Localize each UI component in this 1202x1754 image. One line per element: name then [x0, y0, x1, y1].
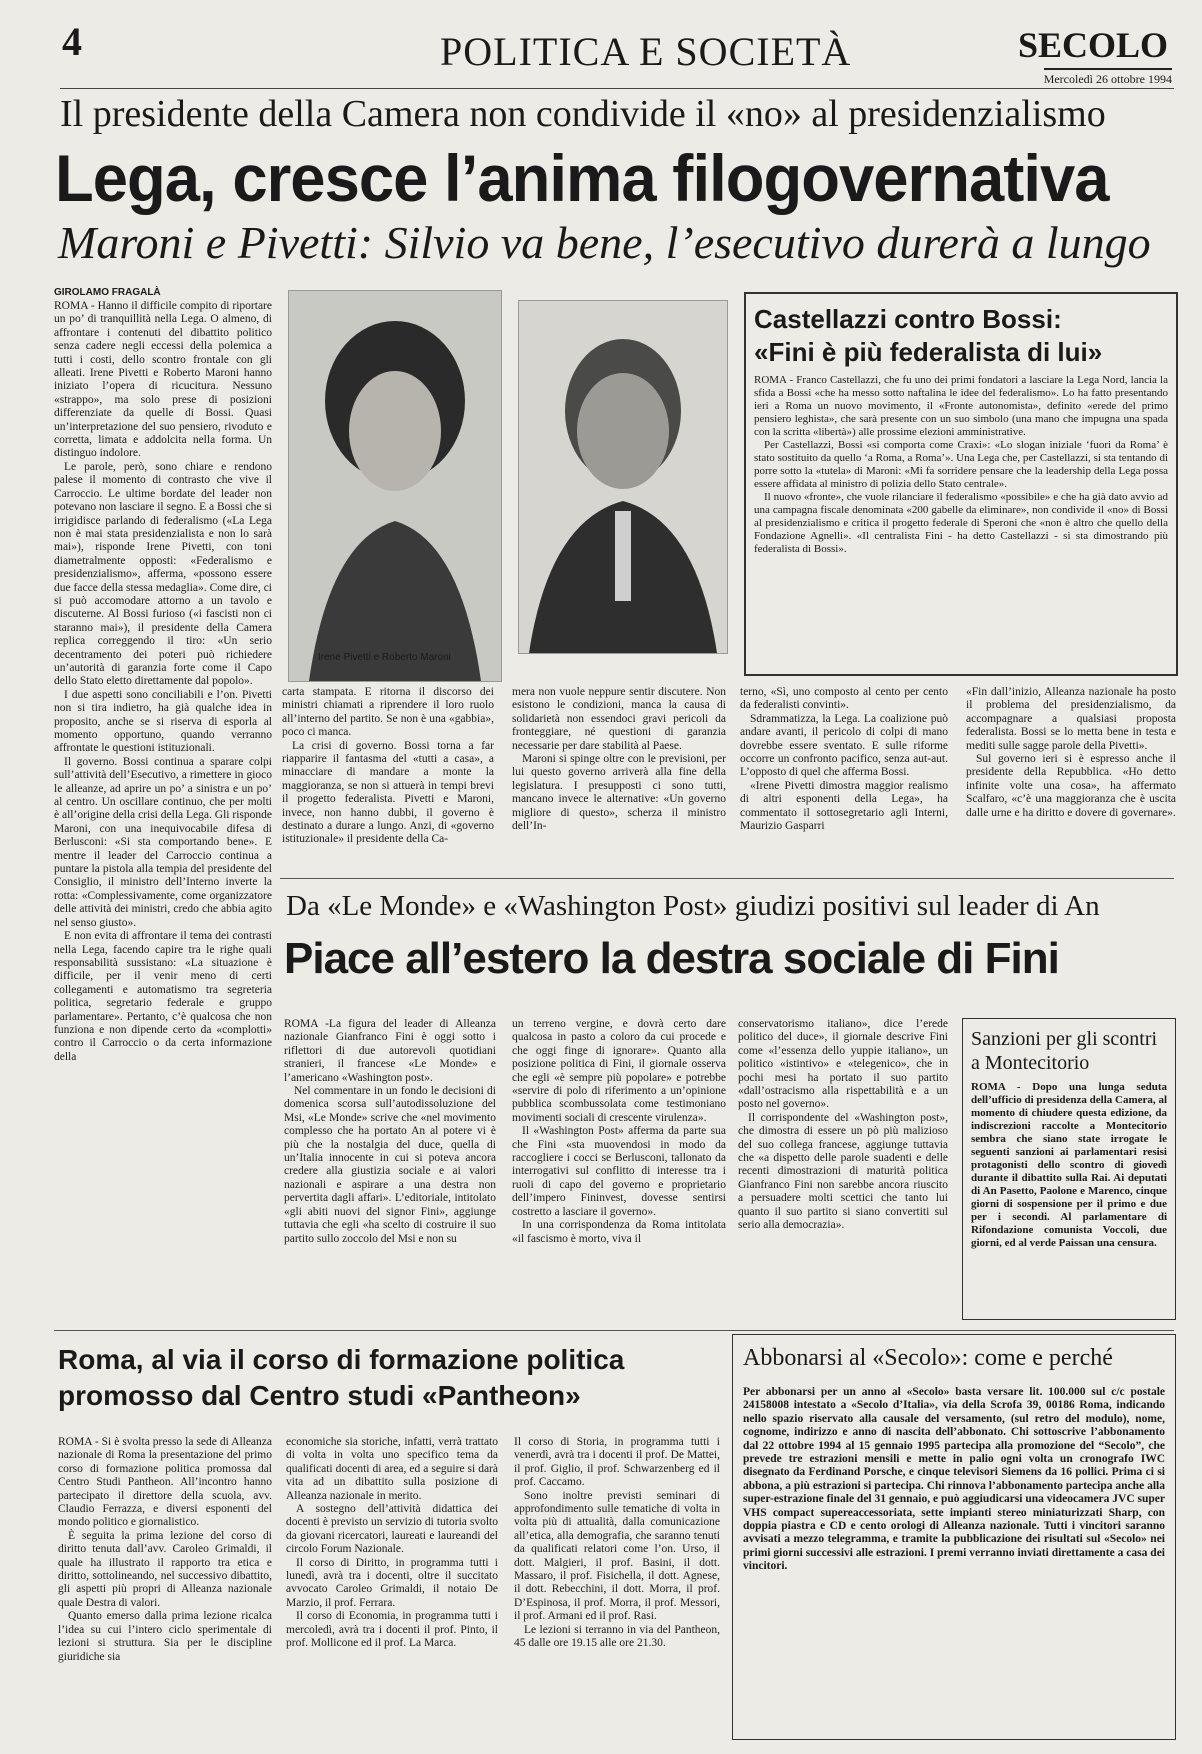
sidebar-abbonarsi: [732, 1334, 1176, 1740]
sidebar-body: ROMA - Dopo una lunga seduta dell’ufficio di presidenza della Camera, al momento di chiudere questa edizione, da indiscrezioni raccolte a Montecitorio sembra che siano state irrogate le seguenti sanzioni ai parlamentari resisi protagonisti dello scontro di giovedì durante il dibattito sulla Rai. Ai deputati di An Pasetto, Paolone e Marenco, cinque giorni di sospensione per il primo e due per i secondi. Al parlamentare di Rifondazione comunista Voccoli, due giorni, ed al verde Paissan una censura.: [971, 1081, 1167, 1249]
paragraph: Il corso di Economia, in programma tutti i mercoledì, avrà tra i docenti il prof. Pinto, il prof. Mollicone ed il prof. La Marca.: [286, 1610, 498, 1650]
sidebar-title: Abbonarsi al «Secolo»: come e perché: [743, 1345, 1113, 1371]
second-column-3: [738, 1018, 948, 1320]
paragraph: Il «Washington Post» afferma da parte sua che Fini «sta muovendosi in modo da raccogliere i cocci se Berlusconi, tallonato da interrogativi sul conflitto di interesse tra i ruoli di capo del governo e proprietario dell’impero Fininvest, dovesse sentirsi costretto a lasciare il governo».: [512, 1125, 726, 1218]
section-divider: [280, 878, 1174, 879]
third-column-2: [286, 1436, 498, 1736]
paragraph: Le parole, però, sono chiare e rendono palese il momento di contrasto che vive il Carroccio. Le ultime bordate del leader non potevano non lasciare il segno. E a Bossi che si irrigidisce parlando di federalismo («La Lega non è mai stata presidenzialista e non lo sarà mai»), risponde Irene Pivetti, con toni diametralmente opposti: «Federalismo e presidenzialismo», afferma, «possono essere due facce della stessa medaglia». Come dire, ci si può accomodare attorno a un tavolo e discuterne. Al Bossi furioso («i fascisti non ci staranno mai»), il presidente della Camera replica correggendo il tiro: «Un serio decentramento dei poteri può richiedere un’autorità di garanzia forte come il Capo dello Stato eletto direttamente dal popolo».: [54, 460, 272, 688]
paragraph: Maroni si spinge oltre con le previsioni, per lui questo governo arriverà alla fine della legislatura. I presupposti ci sono tutti, mancano invece le alternative: «Un governo migliore di questo», scherza il ministro dell’In-: [512, 753, 726, 833]
second-kicker: Da «Le Monde» e «Washington Post» giudizi positivi sul leader di An: [286, 890, 1100, 922]
paragraph: I due aspetti sono conciliabili e l’on. Pivetti non si tira indietro, ha già qualche idea in proposito, anche se si riserva di esporla al momento opportuno, quando verranno affrontate le questioni istituzionali.: [54, 688, 272, 755]
main-headline: Lega, cresce l’anima filogovernativa: [55, 141, 1109, 215]
paragraph: un terreno vergine, e dovrà certo dare qualcosa in pasto a coloro da cui procede e che oggi finge di ignorare». Quanto alla posizione politica di Fini, il giornale osserva che egli «è sempre più popolare» e potrebbe «servire di polo di riferimento a un’opinione pubblica scombussolata come testimoniano movimenti sociali di crescente virulenza».: [512, 1018, 726, 1124]
sidebar-body: Per abbonarsi per un anno al «Secolo» basta versare lit. 100.000 sul c/c postale 24158008 intestato a «Secolo d’Italia», via della Scrofa 39, 00186 Roma, indicando nello spazio riservato alla causale del versamento, (sul retro del modulo), nome, cognome, indirizzo e anno di nascita dell’abbonato. Chi sottoscrive l’abbonamento dal 22 ottobre 1994 al 15 gennaio 1995 partecipa alla promozione del “Secolo”, che prevede tre estrazioni mensili e mette in palio ogni volta un cronografo IWC disegnato da Ferdinand Porsche, e cinque televisori Siemens da 16 pollici. Prima ci si abbona, a più estrazioni si partecipa. Chi rinnova l’abbonamento partecipa anche alla super-estrazione finale del 31 gennaio, e può aggiudicarsi una videocamera JVC super VHS compact supereaccessoriata, sette impianti stereo miniaturizzati Sharp, con doppia piastra e CD e cento orologi di Alleanza nazionale. Tutti i vincitori saranno avvisati a mezzo telegramma, e tramite la pubblicazione dei risultati sul «Secolo» nei primi giorni successivi alle estrazioni. I premi verranno inviati direttamente a casa dei vincitori.: [743, 1386, 1165, 1573]
section-title: POLITICA E SOCIETÀ: [440, 29, 852, 74]
paragraph: Il corso di Diritto, in programma tutti i lunedì, avrà tra i docenti, oltre il succitato avvocato Caroleo Grimaldi, il notaio De Marzio, il prof. Ferrara.: [286, 1556, 498, 1609]
second-column-2: [512, 1018, 726, 1320]
main-subhead: Maroni e Pivetti: Silvio va bene, l’esecutivo durerà a lungo: [58, 217, 1151, 268]
paragraph: Il corso di Storia, in programma tutti i venerdì, avrà tra i docenti il prof. De Mattei, il prof. Giglio, il prof. Schwarzenberg ed il prof. Caccamo.: [514, 1436, 720, 1489]
byline: GIROLAMO FRAGALÀ: [54, 287, 161, 298]
paragraph: Il nuovo «fronte», che vuole rilanciare il federalismo «possibile» e che ha già dato avvio ad una campagna fiscale denominata «200 gabelle da eliminare», non condivide il «no» di Bossi al presidenzialismo e critica il progetto federale di Speroni che «non è altro che quello della Fondazione Agnelli». «Il centralista Fini - ha detto Castellazzi - si sta dimostrando più federalista di Bossi».: [754, 491, 1168, 555]
paragraph: mera non vuole neppure sentir discutere. Non esistono le condizioni, manca la causa di solidarietà non essendoci gravi pericoli da fronteggiare, né questioni di garanzia necessarie per dare stabilità al Paese.: [512, 686, 726, 752]
paragraph: «Irene Pivetti dimostra maggior realismo di altri esponenti della Lega», ha commentato il sottosegretario agli Interni, Maurizio Gasparri: [740, 779, 948, 833]
page-number: 4: [62, 19, 82, 64]
main-column-4: [740, 686, 948, 862]
sidebar-title: Castellazzi contro Bossi:: [754, 304, 1062, 334]
paragraph: terno, «Sì, uno composto al cento per cento da federalisti convinti».: [740, 686, 948, 712]
main-column-1: [54, 300, 272, 1330]
paragraph: economiche sia storiche, infatti, verrà trattato di volta in volta uno specifico tema da qualificati docenti di area, ed a seguire si darà vita ad un dibattito sulla posizione di Alleanza nazionale in merito.: [286, 1436, 498, 1502]
photo-irene-pivetti: [288, 290, 502, 682]
portrait-illustration: [519, 301, 727, 653]
paragraph: Nel commentare in un fondo le decisioni di domenica scorsa sull’autodissoluzione del Msi, «Le Monde» scrive che «nel movimento complesso che ha portato An al potere vi è più che la nostalgia del duce, quella di un’Italia innocente in cui si poteva ancora credere alla giustizia sociale e ai valori nazionali e aspirare a una destra non pervertita dagli affari». L’editoriale, intitolato «gli abiti nuovi del signor Fini», aggiunge tuttavia che egli «ha scelto di costruire il suo partito sullo zoccolo del Msi e non su: [284, 1085, 496, 1245]
main-column-5: [966, 686, 1176, 862]
paragraph: Per Castellazzi, Bossi «si comporta come Craxi»: «Lo slogan iniziale ‘fuori da Roma’ è stato sostituito da quello ‘a Roma, a Roma’». Una Lega che, per Castellazzi, si sta tentando di porre sotto la «tutela» di Maroni: «Mi fa sorridere pensare che la leadership della Lega possa essere affidata al ministro di polizia dello Stato centrale».: [754, 439, 1168, 490]
photo-roberto-maroni: [518, 300, 728, 654]
paragraph: Sul governo ieri si è espresso anche il presidente della Repubblica. «Ho detto infinite volte una cosa», ha affermato Scalfaro, «c’è una maggioranza che è uscita dalle urne e ha diritto e dovere di governare».: [966, 753, 1176, 819]
sidebar-sanzioni: [962, 1018, 1176, 1320]
second-headline: Piace all’estero la destra sociale di Fini: [284, 934, 1059, 983]
paragraph: Il governo. Bossi continua a sparare colpi sull’attività dell’Esecutivo, a rimettere in gioco le alleanze, ad aprire un po’ a sinistra e un po’ al centro. Un oscillare continuo, che per molti è all’origine della crisi della Lega. Gli risponde Maroni, con una inequivocabile difesa di Berlusconi: «Si sta comportando bene». E mentre il leader del Carroccio continua a puntare la pistola alla tempia del presidente del Consiglio, il ministro dell’Interno inverte la rotta: «Complessivamente, come organizzatore delle attività dei ministri, credo che abbia agito nel senso giusto».: [54, 755, 272, 929]
main-kicker: Il presidente della Camera non condivide il «no» al presidenzialismo: [60, 93, 1106, 135]
paragraph: E non evita di affrontare il tema dei contrasti nella Lega, facendo capire tra le righe quali responsabilità sussistano: «La situazione è difficile, per il venir meno di certi collegamenti e automatismo tra segreteria politica, segretario federale e gruppo parlamentare». Pertanto, c’è qualcosa che non funziona e non dipende certo da «complotti» contro il Carroccio o da certa informazione della: [54, 930, 272, 1063]
newspaper-logo: SECOLO: [1017, 25, 1168, 65]
main-column-2: [282, 686, 494, 862]
paragraph: A sostegno dell’attività didattica dei docenti è previsto un servizio di tutoria svolto da giovani ricercatori, laureati e laureandi del circolo Forum Nazionale.: [286, 1503, 498, 1556]
sidebar-body: [754, 374, 1168, 664]
portrait-illustration: [289, 291, 501, 681]
paragraph: Quanto emerso dalla prima lezione ricalca l’idea su cui l’intero ciclo sperimentale di lezioni si struttura. Sia per le discipline giuridiche sia: [58, 1610, 272, 1663]
third-headline: [58, 1342, 624, 1414]
third-column-1: [58, 1436, 272, 1736]
paragraph: Il corrispondente del «Washington post», che dimostra di essere un pò più malizioso del suo collega francese, aggiunge tuttavia che «a dispetto delle parole suadenti e delle recenti dimostrazioni di maturità politica Gianfranco Fini non sarebbe ancora riuscito a persuadere molti scettici che tanto lui quanto il suo partito si siano convertiti sul serio alla democrazia».: [738, 1111, 948, 1232]
paragraph: Sono inoltre previsti seminari di approfondimento sulle tematiche di volta in volta più di attualità, dalla comunicazione all’etica, alla demografia, che saranno tenuti da qualificati relatori come l’on. Urso, il dott. Malgieri, il prof. Basini, il dott. Massaro, il prof. Fisichella, il dott. Agnese, il dott. Rebecchini, il dott. Morra, il prof. D’Espinosa, il prof. Morra, il prof. Messori, il prof. Armani ed il prof. Rasi.: [514, 1489, 720, 1623]
sidebar-title: Sanzioni per gli scontri a Montecitorio: [971, 1028, 1158, 1074]
photo-caption: Irene Pivetti e Roberto Maroni: [318, 652, 451, 663]
paragraph: «Fin dall’inizio, Alleanza nazionale ha posto il problema del presidenzialismo, da accompagnare a qualsiasi proposta federalista. Bossi se lo metta bene in testa e mediti sulle sagge parole della Pivetti».: [966, 686, 1176, 752]
third-headline-line: Roma, al via il corso di formazione politica: [58, 1344, 625, 1375]
main-column-3: [512, 686, 726, 862]
paragraph: ROMA - Franco Castellazzi, che fu uno dei primi fondatori a lasciare la Lega Nord, lancia la sfida a Bossi «che ha messo sotto naftalina le idee del federalismo». Lo ha fatto presentando ieri a Roma un nuovo movimento, il «Fronte autonomista», definito «erede del primo pensiero leghista», che sarà presente con un suo simbolo (una mano che impugna una spada con la scritta «libertà») alle prossime elezioni amministrative.: [754, 374, 1168, 438]
paragraph: ROMA - Si è svolta presso la sede di Alleanza nazionale di Roma la presentazione del primo corso di formazione politica promossa dal Centro Studi Pantheon. All’incontro hanno partecipato il direttore della scuola, avv. Claudio Ferrazza, e diversi esponenti del mondo politico e giornalistico.: [58, 1436, 272, 1529]
paragraph: conservatorismo italiano», dice l’erede politico del duce», il giornale descrive Fini come «l’essenza dello yuppie italiano», un politico «istintivo» e «telegenico», che in pochi mesi ha portato il suo partito «dall’ostracismo alla rispettabilità e a un posto nel governo».: [738, 1018, 948, 1111]
paragraph: ROMA - Hanno il difficile compito di riportare un po’ di tranquillità nella Lega. O almeno, di affrontare i contenuti del dibattito politico senza cadere negli eccessi della polemica a tutti i costi, dello scontro frontale con gli alleati. Irene Pivetti e Roberto Maroni hanno iniziato l’opera di ricucitura. Nessuno «strappo», ma solo prese di posizioni differenziate da quelle di Bossi. Quasi un’interpretazione del suo pensiero, rivoduto e corretta, limata e addolcita nella forma. Un distinguo indolore.: [54, 300, 272, 460]
third-column-3: [514, 1436, 720, 1736]
second-column-1: [284, 1018, 496, 1320]
paragraph: Sdrammatizza, la Lega. La coalizione può andare avanti, il pericolo di colpi di mano dovrebbe essere sventato. E sulle riforme occorre un confronto pacifico, senza aut-aut. L’opposto di quel che afferma Bossi.: [740, 712, 948, 779]
paragraph: carta stampata. E ritorna il discorso dei ministri chiamati a riprendere il loro ruolo all’interno del partito. Se non è una «gabbia», poco ci manca.: [282, 686, 494, 739]
third-headline-line: promosso dal Centro studi «Pantheon»: [58, 1380, 581, 1411]
sidebar-castellazzi: [744, 292, 1178, 676]
section-divider: [54, 1330, 1174, 1331]
paragraph: È seguita la prima lezione del corso di diritto tenuta dall’avv. Caroleo Grimaldi, il quale ha illustrato il rapporto tra etica e diritto, sottolineando, nel successivo dibattito, gli aspetti più propri di Alleanza nazionale quale Destra di valori.: [58, 1529, 272, 1609]
issue-date: Mercoledì 26 ottobre 1994: [1044, 68, 1172, 87]
header-rule: [60, 88, 1174, 89]
paragraph: In una corrispondenza da Roma intitolata «il fascismo è morto, viva il: [512, 1219, 726, 1245]
sidebar-title: «Fini è più federalista di lui»: [754, 337, 1103, 367]
paragraph: La crisi di governo. Bossi torna a far riapparire il fantasma del «tutti a casa», a minacciare di mandare a monte la maggioranza, se non si attuerà in tempi brevi il progetto federalista. Pivetti e Maroni, invece, non hanno dubbi, il governo è destinato a durare a lungo. Anzi, di «governo istituzionale» il presidente della Ca-: [282, 739, 494, 846]
paragraph: ROMA -La figura del leader di Alleanza nazionale Gianfranco Fini è oggi sotto i riflettori di due autorevoli quotidiani stranieri, il francese «Le Monde» e l’americano «Washington post».: [284, 1018, 496, 1084]
paragraph: Le lezioni si terranno in via del Pantheon, 45 dalle ore 19.15 alle ore 21.30.: [514, 1623, 720, 1650]
